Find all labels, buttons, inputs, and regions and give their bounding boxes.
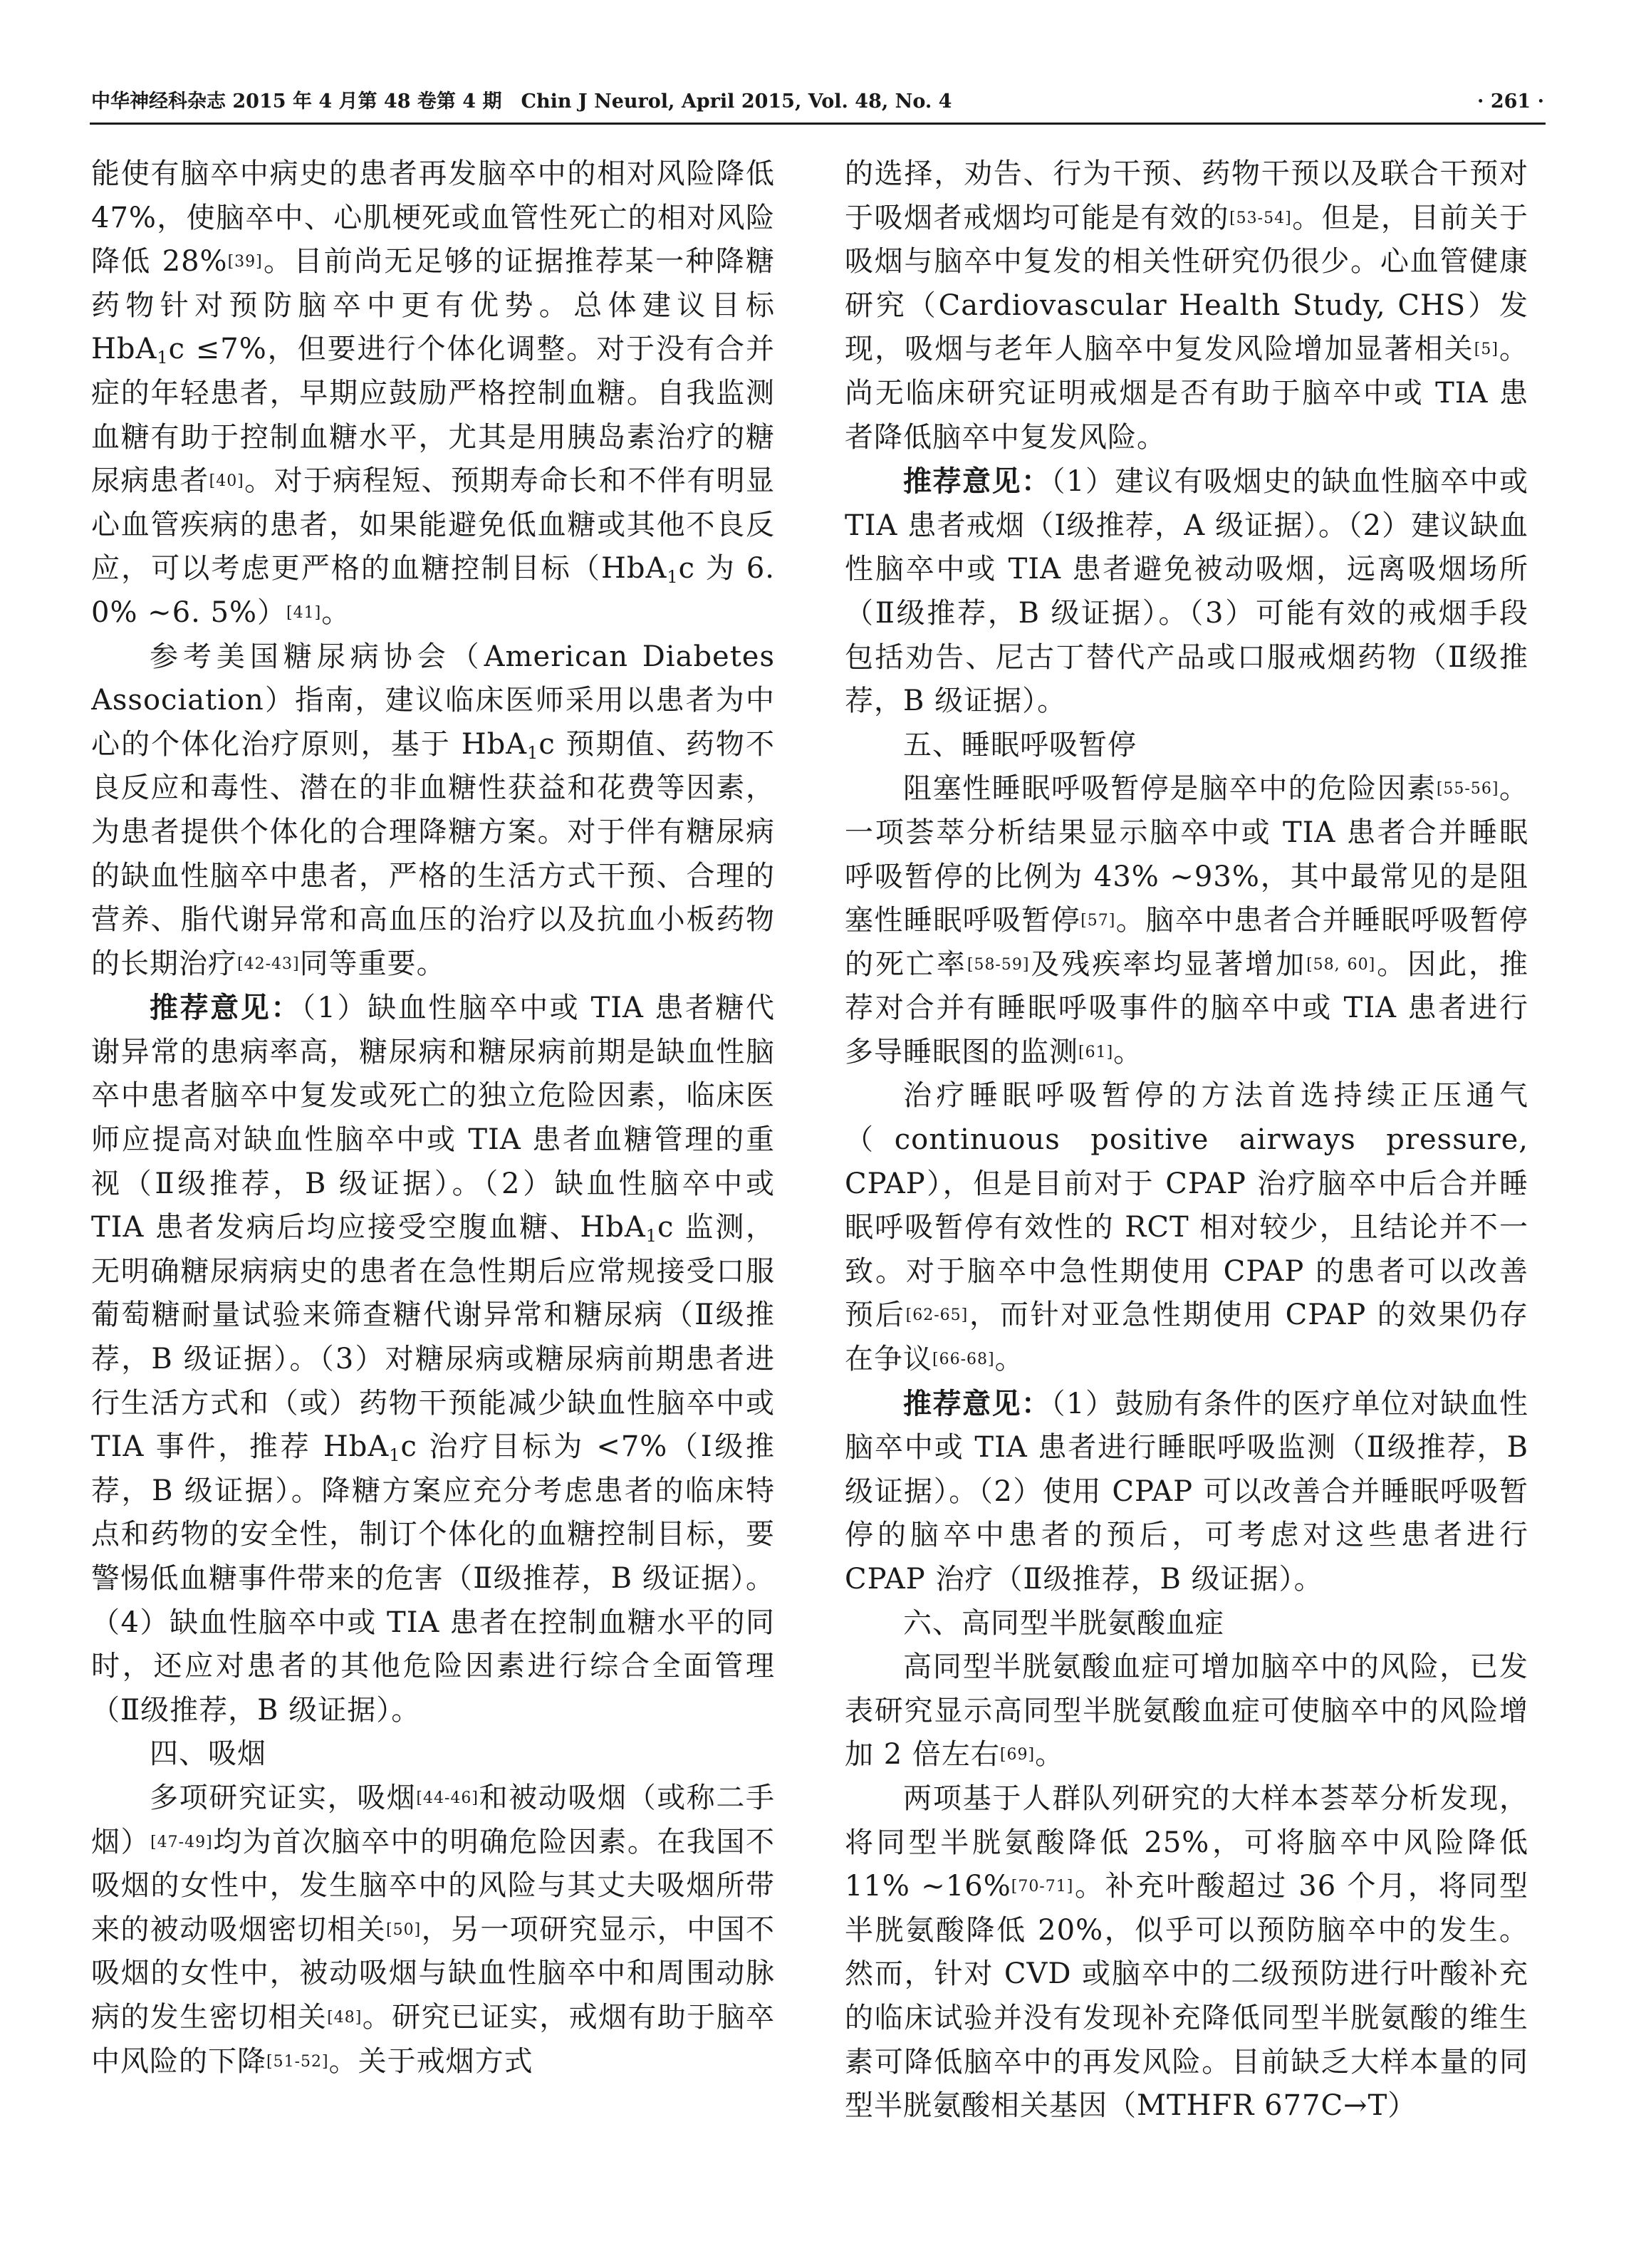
right-column xyxy=(845,152,1528,2204)
citation: [58-59] xyxy=(967,955,1030,974)
journal-citation: 中华神经科杂志 2015 年 4 月第 48 卷第 4 期 Chin J Neurol, April 2015, Vol. 48, No. 4 xyxy=(91,90,952,113)
citation: [44-46] xyxy=(416,1789,479,1807)
recommendation-paragraph: 推荐意见：（1）建议有吸烟史的缺血性脑卒中或 TIA 患者戒烟（Ⅰ级推荐，A 级证据）。（2）建议缺血性脑卒中或 TIA 患者避免被动吸烟，远离吸烟场所（Ⅱ级推荐，B 级证据）。（3）可能有效的戒烟手段包括劝告、尼古丁替代产品或口服戒烟药物（Ⅱ级推荐，B 级证据）。 xyxy=(845,464,1528,718)
recommendation-label: 推荐意见： xyxy=(150,991,301,1025)
section-heading: 四、吸烟 xyxy=(150,1737,266,1771)
citation: [57] xyxy=(1080,912,1116,930)
citation: [61] xyxy=(1078,1043,1114,1061)
citation: [53-54] xyxy=(1229,209,1292,227)
citation: [50] xyxy=(386,1920,422,1939)
recommendation-label: 推荐意见： xyxy=(903,1386,1051,1420)
citation: [51-52] xyxy=(266,2052,329,2071)
citation: [41] xyxy=(286,603,322,622)
paragraph: 能使有脑卒中病史的患者再发脑卒中的相对风险降低 47%，使脑卒中、心肌梗死或血管性死亡的相对风险降低 28%[39]。目前尚无足够的证据推荐某一种降糖药物针对预防脑卒中更有优势。总体建议目标 HbA$_1$c ≤7%，但要进行个体化调整。对于没有合并症的年轻患者，早期应鼓励严格控制血糖。自我监测血糖有助于控制血糖水平，尤其是用胰岛素治疗的糖尿病患者[40]。对于病程短、预期寿命长和不伴有明显心血管疾病的患者，如果能避免低血糖或其他不良反应，可以考虑更严格的血糖控制目标（HbA$_1$c 为 6. 0% ~6. 5%）[41]。 xyxy=(91,157,775,629)
citation: [66-68] xyxy=(932,1351,995,1369)
paragraph: 治疗睡眠呼吸暂停的方法首选持续正压通气（continuous positive airways pressure, CPAP），但是目前对于 CPAP 治疗脑卒中后合并睡眠呼吸暂停有效性的 RCT 相对较少，且结论并不一致。对于脑卒中急性期使用 CPAP 的患者可以改善预后[62-65]，而针对亚急性期使用 CPAP 的效果仍存在争议[66-68]。 xyxy=(845,1079,1528,1376)
paragraph: 多项研究证实，吸烟[44-46]和被动吸烟（或称二手烟）[47-49]均为首次脑卒中的明确危险因素。在我国不吸烟的女性中，发生脑卒中的风险与其丈夫吸烟所带来的被动吸烟密切相关[50]，另一项研究显示，中国不吸烟的女性中，被动吸烟与缺血性脑卒中和周围动脉病的发生密切相关[48]。研究已证实，戒烟有助于脑卒中风险的下降[51-52]。关于戒烟方式 xyxy=(91,1781,775,2078)
recommendation-label: 推荐意见： xyxy=(903,464,1051,499)
citation: [39] xyxy=(227,253,263,271)
citation: [70-71] xyxy=(1011,1878,1074,1896)
citation: [47-49] xyxy=(150,1833,213,1851)
page-number: · 261 · xyxy=(1477,90,1544,113)
paragraph: 高同型半胱氨酸血症可增加脑卒中的风险，已发表研究显示高同型半胱氨酸血症可使脑卒中的风险增加 2 倍左右[69]。 xyxy=(845,1650,1528,1772)
citation: [58, 60] xyxy=(1306,955,1376,974)
paragraph: 的选择，劝告、行为干预、药物干预以及联合干预对于吸烟者戒烟均可能是有效的[53-54]。但是，目前关于吸烟与脑卒中复发的相关性研究仍很少。心血管健康研究（Cardiovascular Health Study, CHS）发现，吸烟与老年人脑卒中复发风险增加显著相关[5]。尚无临床研究证明戒烟是否有助于脑卒中或 TIA 患者降低脑卒中复发风险。 xyxy=(845,157,1528,454)
citation: [62-65] xyxy=(905,1306,969,1325)
paragraph: 两项基于人群队列研究的大样本荟萃分析发现，将同型半胱氨酸降低 25%，可将脑卒中风险降低 11% ~16%[70-71]。补充叶酸超过 36 个月，将同型半胱氨酸降低 20%，似乎可以预防脑卒中的发生。然而，针对 CVD 或脑卒中的二级预防进行叶酸补充的临床试验并没有发现补充降低同型半胱氨酸的维生素可降低脑卒中的再发风险。目前缺乏大样本量的同型半胱氨酸相关基因（MTHFR 677C→T） xyxy=(845,1781,1528,2123)
section-heading: 六、高同型半胱氨酸血症 xyxy=(903,1606,1224,1640)
citation: [42-43] xyxy=(237,954,300,973)
citation: [40] xyxy=(209,472,244,491)
running-header xyxy=(91,84,1544,120)
citation: [48] xyxy=(327,2008,363,2027)
section-heading: 五、睡眠呼吸暂停 xyxy=(903,728,1137,761)
header-rule xyxy=(90,123,1546,125)
citation: [5] xyxy=(1474,340,1499,359)
left-column xyxy=(91,152,775,2204)
recommendation-paragraph: 推荐意见：（1）缺血性脑卒中或 TIA 患者糖代谢异常的患病率高，糖尿病和糖尿病前期是缺血性脑卒中患者脑卒中复发或死亡的独立危险因素，临床医师应提高对缺血性脑卒中或 TIA 患者血糖管理的重视（Ⅱ级推荐，B 级证据）。（2）缺血性脑卒中或 TIA 患者发病后均应接受空腹血糖、HbA$_1$c 监测，无明确糖尿病病史的患者在急性期后应常规接受口服葡萄糖耐量试验来筛查糖代谢异常和糖尿病（Ⅱ级推荐，B 级证据）。（3）对糖尿病或糖尿病前期患者进行生活方式和（或）药物干预能减少缺血性脑卒中或 TIA 事件，推荐 HbA$_1$c 治疗目标为 <7%（Ⅰ级推荐，B 级证据）。降糖方案应充分考虑患者的临床特点和药物的安全性，制订个体化的血糖控制目标，要警惕低血糖事件带来的危害（Ⅱ级推荐，B 级证据）。（4）缺血性脑卒中或 TIA 患者在控制血糖水平的同时，还应对患者的其他危险因素进行综合全面管理（Ⅱ级推荐，B 级证据）。 xyxy=(91,991,775,1727)
paragraph: 阻塞性睡眠呼吸暂停是脑卒中的危险因素[55-56]。一项荟萃分析结果显示脑卒中或 TIA 患者合并睡眠呼吸暂停的比例为 43% ~93%，其中最常见的是阻塞性睡眠呼吸暂停[57]。脑卒中患者合并睡眠呼吸暂停的死亡率[58-59]及残疾率均显著增加[58, 60]。因此，推荐对合并有睡眠呼吸事件的脑卒中或 TIA 患者进行多导睡眠图的监测[61]。 xyxy=(845,772,1528,1068)
paragraph: 参考美国糖尿病协会（American Diabetes Association）指南，建议临床医师采用以患者为中心的个体化治疗原则，基于 HbA$_1$c 预期值、药物不良反应和毒性、潜在的非血糖性获益和花费等因素，为患者提供个体化的合理降糖方案。对于伴有糖尿病的缺血性脑卒中患者，严格的生活方式干预、合理的营养、脂代谢异常和高血压的治疗以及抗血小板药物的长期治疗[42-43]同等重要。 xyxy=(91,640,775,980)
citation: [55-56] xyxy=(1436,780,1499,799)
citation: [69] xyxy=(999,1746,1036,1764)
recommendation-paragraph: 推荐意见：（1）鼓励有条件的医疗单位对缺血性脑卒中或 TIA 患者进行睡眠呼吸监测（Ⅱ级推荐，B 级证据）。（2）使用 CPAP 可以改善合并睡眠呼吸暂停的脑卒中患者的预后，可考虑对这些患者进行 CPAP 治疗（Ⅱ级推荐，B 级证据）。 xyxy=(845,1386,1528,1596)
